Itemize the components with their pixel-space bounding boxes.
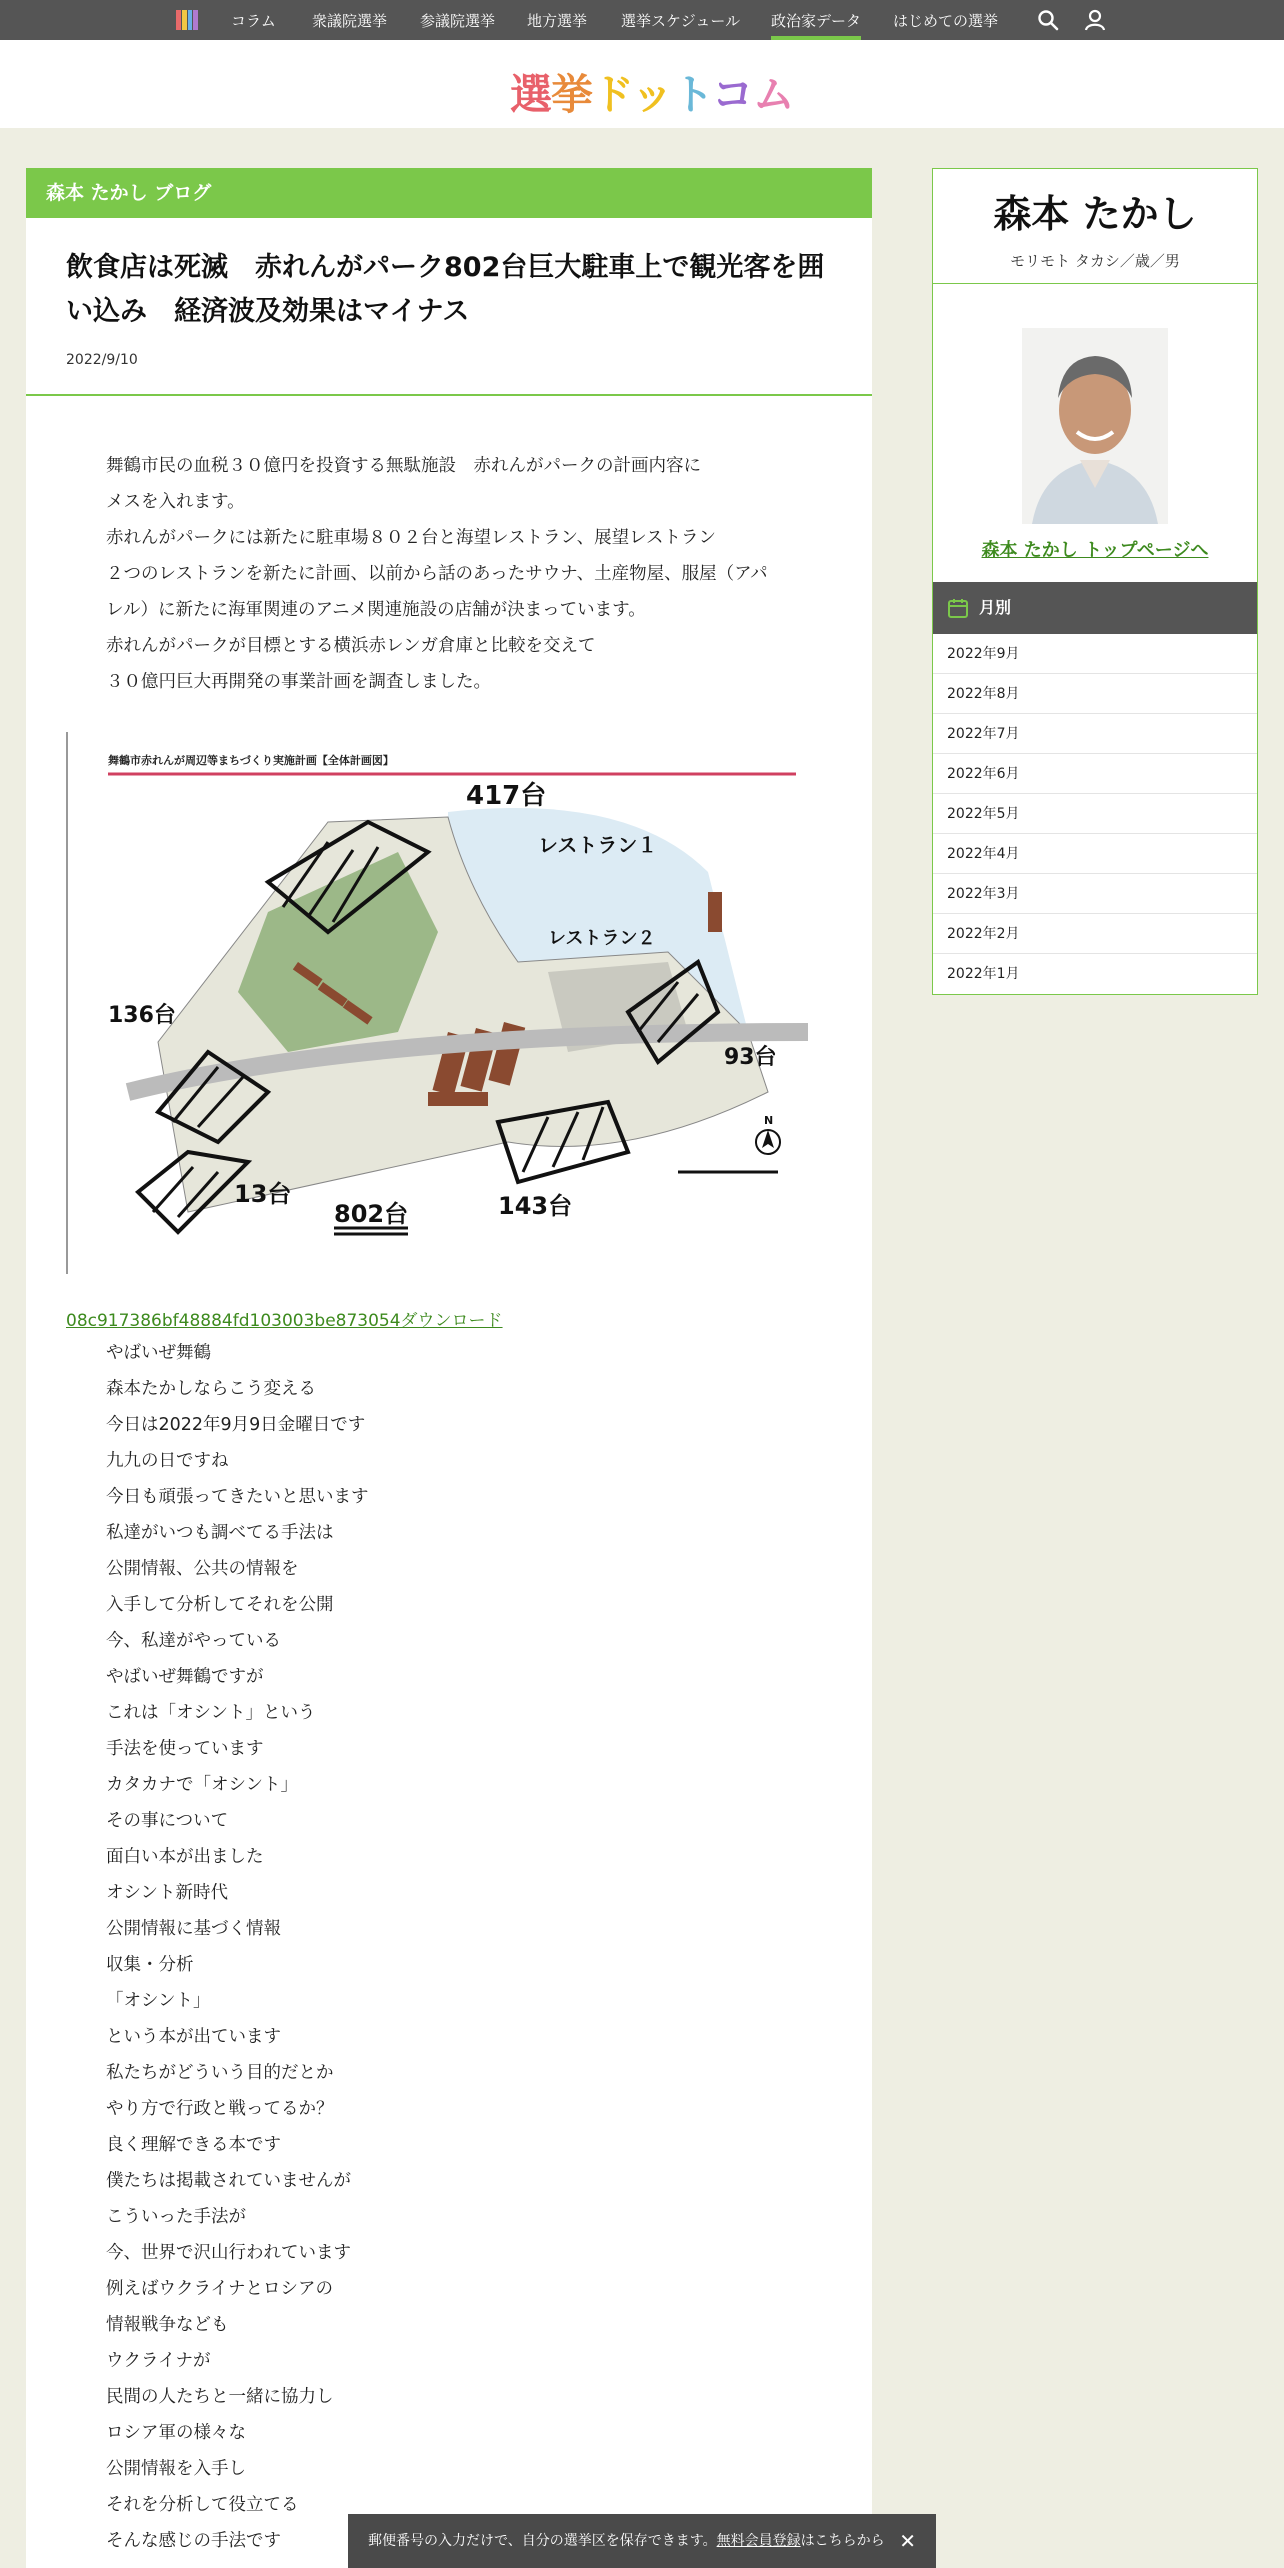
nav-item-column[interactable]: コラム — [231, 12, 276, 30]
intro-line: 舞鶴市民の血税３０億円を投資する無駄施設 赤れんがパークの計画内容に — [106, 456, 701, 476]
body-line: 公開情報に基づく情報 — [106, 1919, 281, 1939]
body-line: その事について — [106, 1811, 229, 1831]
month-link[interactable]: 2022年2月 — [933, 914, 1257, 954]
month-link[interactable]: 2022年9月 — [933, 634, 1257, 674]
toast-text-after: はこちらから — [800, 2533, 885, 2549]
article-date: 2022/9/10 — [66, 352, 138, 368]
month-link[interactable]: 2022年8月 — [933, 674, 1257, 714]
article-body — [26, 1331, 872, 2559]
user-icon[interactable] — [1083, 8, 1107, 32]
intro-line: メスを入れます。 — [106, 492, 245, 512]
map-label-restaurant2: レストラン２ — [548, 928, 656, 949]
body-line: 良く理解できる本です — [106, 2135, 281, 2155]
map-north-label: N — [764, 1114, 774, 1127]
profile-sub: モリモト タカシ／歳／男 — [933, 238, 1257, 284]
body-line: やり方で行政と戦ってるか？ — [106, 2099, 334, 2119]
map-heading: 舞鶴市赤れんが周辺等まちづくり実施計画【全体計画図】 — [108, 754, 394, 767]
body-line: それを分析して役立てる — [106, 2495, 299, 2515]
close-icon[interactable]: ✕ — [899, 2529, 916, 2553]
body-line: 私たちがどういう目的だとか — [106, 2063, 334, 2083]
body-line: 収集・分析 — [106, 1955, 194, 1975]
body-line: という本が出ています — [106, 2027, 281, 2047]
body-line: 私達がいつも調べてる手法は — [106, 1523, 334, 1543]
article-intro — [26, 396, 872, 700]
body-line: 今、世界で沢山行われています — [106, 2243, 351, 2263]
month-link[interactable]: 2022年7月 — [933, 714, 1257, 754]
body-line: そんな感じの手法です — [106, 2531, 281, 2551]
map-label-417: 417台 — [466, 781, 547, 811]
body-line: ロシア軍の様々な — [106, 2423, 246, 2443]
download-link[interactable]: 08c917386bf48884fd103003be873054ダウンロード — [66, 1311, 503, 1331]
monthly-archive-header — [933, 582, 1257, 634]
toast-register-link[interactable]: 無料会員登録 — [716, 2533, 801, 2549]
nav-item-first-election[interactable]: はじめての選挙 — [893, 12, 999, 30]
body-line: やばいぜ舞鶴 — [106, 1343, 211, 1363]
search-icon[interactable] — [1036, 8, 1060, 32]
month-link[interactable]: 2022年6月 — [933, 754, 1257, 794]
body-line: やばいぜ舞鶴ですが — [106, 1667, 264, 1687]
nav-item-sangiin[interactable]: 参議院選挙 — [420, 12, 496, 30]
profile-photo[interactable] — [1022, 328, 1168, 524]
nav-item-schedule[interactable]: 選挙スケジュール — [621, 12, 741, 30]
map-label-143: 143台 — [498, 1192, 573, 1220]
calendar-icon — [947, 597, 969, 619]
body-line: 民間の人たちと一緒に協力し — [106, 2387, 334, 2407]
body-line: 「オシント」 — [106, 1991, 211, 2011]
body-line: 入手して分析してそれを公開 — [106, 1595, 334, 1615]
body-line: 面白い本が出ました — [106, 1847, 264, 1867]
nav-item-local[interactable]: 地方選挙 — [527, 12, 588, 30]
toast-text: 郵便番号の入力だけで、自分の選挙区を保存できます。 — [368, 2533, 717, 2549]
signup-toast — [348, 2514, 936, 2568]
month-link[interactable]: 2022年1月 — [947, 966, 1020, 982]
body-line: オシント新時代 — [106, 1883, 229, 1903]
profile-name: 森本 たかし — [993, 192, 1197, 236]
month-heading-label: 月別 — [979, 598, 1012, 617]
body-line: こういった手法が — [106, 2207, 246, 2227]
body-line: これは「オシント」という — [106, 1703, 316, 1723]
body-line: 森本たかしならこう変える — [106, 1379, 316, 1399]
intro-line: ２つのレストランを新たに計画、以前から話のあったサウナ、土産物屋、服屋（アパ — [106, 564, 768, 584]
body-line: ウクライナが — [106, 2351, 211, 2371]
site-mini-logo[interactable] — [176, 10, 198, 30]
nav-item-politician-data[interactable]: 政治家データ — [771, 0, 861, 40]
article-title: 飲食店は死滅 赤れんがパーク802台巨大駐車上で観光客を囲い込み 経済波及効果はマイナス — [66, 252, 825, 327]
map-label-restaurant1: レストラン１ — [538, 833, 658, 857]
body-line: 公開情報、公共の情報を — [106, 1559, 299, 1579]
map-label-93: 93台 — [724, 1045, 777, 1070]
site-logo[interactable]: 選挙ドットコム — [510, 70, 794, 119]
intro-line: 赤れんがパークが目標とする横浜赤レンガ倉庫と比較を交えて — [106, 636, 596, 656]
map-label-136: 136台 — [108, 1003, 176, 1028]
profile-sidebar — [932, 168, 1258, 995]
nav-item-shugiin[interactable]: 衆議院選挙 — [312, 12, 388, 30]
intro-line: レル）に新たに海軍関連のアニメ関連施設の店舗が決まっています。 — [106, 600, 646, 620]
body-line: 今日は2022年9月9日金曜日です — [106, 1415, 366, 1435]
month-link[interactable]: 2022年3月 — [933, 874, 1257, 914]
map-label-802: 802台 — [334, 1200, 409, 1228]
blog-name-bar[interactable]: 森本 たかし ブログ — [26, 168, 872, 218]
month-link[interactable]: 2022年4月 — [933, 834, 1257, 874]
article — [26, 168, 872, 2568]
month-link[interactable]: 2022年5月 — [933, 794, 1257, 834]
title-block — [26, 218, 872, 396]
profile-top-link[interactable]: 森本 たかし トップページへ — [981, 540, 1209, 561]
body-line: 手法を使っています — [106, 1739, 264, 1759]
site-header — [0, 40, 1284, 128]
intro-line: 赤れんがパークには新たに駐車場８０２台と海望レストラン、展望レストラン — [106, 528, 717, 548]
top-nav — [0, 0, 1284, 40]
body-line: 僕たちは掲載されていませんが — [106, 2171, 351, 2191]
map-label-13: 13台 — [234, 1180, 292, 1208]
body-line: 公開情報を入手し — [106, 2459, 246, 2479]
body-line: カタカナで「オシント」 — [106, 1775, 299, 1795]
body-line: 今、私達がやっている — [106, 1631, 281, 1651]
body-line: 情報戦争なども — [106, 2315, 229, 2335]
body-line: 今日も頑張ってきたいと思います — [106, 1487, 369, 1507]
intro-line: ３０億円巨大再開発の事業計画を調査しました。 — [106, 672, 491, 692]
body-line: 九九の日ですね — [106, 1451, 229, 1471]
site-plan-map-image[interactable] — [66, 732, 834, 1274]
body-line: 例えばウクライナとロシアの — [106, 2279, 333, 2299]
